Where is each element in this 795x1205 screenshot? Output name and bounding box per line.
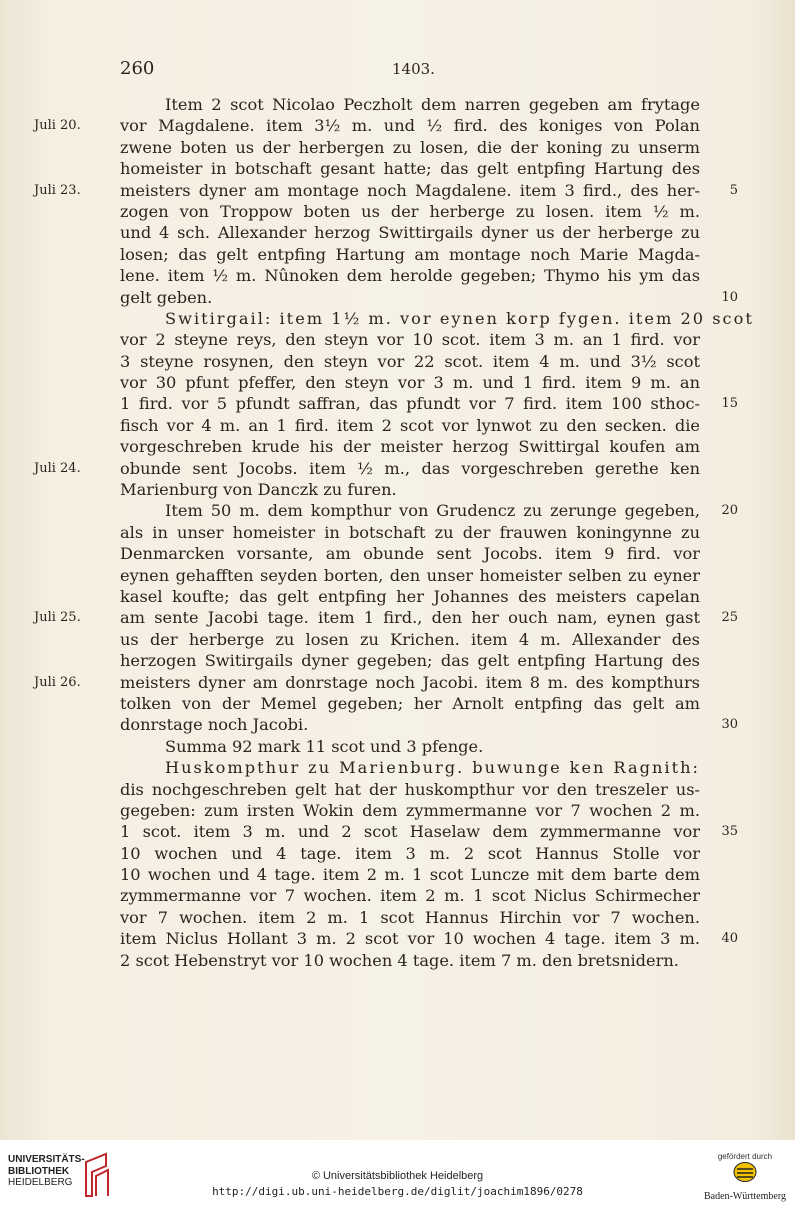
line-text: tolken von der Memel gegeben; her Arnolt entpfing das gelt am — [120, 693, 700, 713]
line-text: zymmermanne vor 7 wochen. item 2 m. 1 scot Niclus Schirmecher — [120, 886, 700, 906]
text-line — [0, 821, 795, 842]
text-line — [0, 607, 795, 628]
line-text: meisters dyner am montage noch Magdalene. item 3 fird., des her- — [120, 180, 700, 200]
line-text: donrstage noch Jacobi. — [120, 715, 309, 735]
line-text: Summa 92 mark 11 scot und 3 pfenge. — [165, 736, 484, 756]
line-number: 40 — [721, 931, 738, 947]
line-text: vor 7 wochen. item 2 m. 1 scot Hannus Hirchin vor 7 wochen. — [120, 907, 700, 927]
date-marginal: Juli 25. — [34, 610, 81, 626]
text-line — [0, 757, 795, 778]
line-text: vor 30 pfunt pfeffer, den steyn vor 3 m. und 1 fird. item 9 m. an — [120, 373, 700, 393]
text-line — [0, 928, 795, 949]
text-line — [0, 115, 795, 136]
copyright-text: © Universitätsbibliothek Heidelberg — [311, 1170, 484, 1182]
line-text: und 4 sch. Allexander herzog Swittirgails dyner us der herberge zu — [120, 223, 700, 243]
text-line — [0, 158, 795, 179]
line-number: 20 — [721, 503, 738, 519]
line-text: Item 50 m. dem kompthur von Grudencz zu zerunge gegeben, — [165, 501, 700, 521]
text-line — [0, 415, 795, 436]
line-text: 10 wochen und 4 tage. item 2 m. 1 scot Luncze mit dem barte dem — [120, 865, 700, 885]
text-line — [0, 372, 795, 393]
text-line — [0, 779, 795, 800]
line-text: item Niclus Hollant 3 m. 2 scot vor 10 wochen 4 tage. item 3 m. — [120, 929, 700, 949]
text-line — [0, 693, 795, 714]
line-text: am sente Jacobi tage. item 1 fird., den her ouch nam, eynen gast — [120, 608, 700, 628]
text-line — [0, 565, 795, 586]
line-number: 25 — [721, 610, 738, 626]
line-text: homeister in botschaft gesant hatte; das gelt entpfing Hartung des — [120, 159, 700, 179]
line-text: Marienburg von Danczk zu furen. — [120, 480, 397, 500]
line-text: zwene boten us der herbergen zu losen, die der koning zu unserm — [120, 137, 700, 157]
line-text: lene. item ½ m. Nûnoken dem herolde gegeben; Thymo his ym das — [120, 266, 700, 286]
text-line — [0, 864, 795, 885]
permalink[interactable]: http://digi.ub.uni-heidelberg.de/diglit/joachim1896/0278 — [212, 1185, 583, 1198]
text-line — [0, 672, 795, 693]
text-line — [0, 950, 795, 971]
text-line — [0, 244, 795, 265]
text-line — [0, 137, 795, 158]
text-line — [0, 736, 795, 757]
sponsor-note: gefördert durch — [717, 1152, 773, 1161]
text-line — [0, 586, 795, 607]
line-text: Huskompthur zu Marienburg. buwunge ken Ragnith: — [165, 758, 700, 778]
baden-wuerttemberg-crest-icon — [732, 1161, 758, 1183]
text-line — [0, 436, 795, 457]
footer-bar — [0, 1140, 795, 1205]
line-text: herzogen Switirgails dyner gegeben; das gelt entpfing Hartung des — [120, 651, 700, 671]
text-line — [0, 629, 795, 650]
sponsor-name: Baden-Württemberg — [703, 1191, 786, 1202]
line-text: gelt geben. — [120, 287, 213, 307]
text-line — [0, 885, 795, 906]
page-number: 260 — [120, 58, 155, 79]
line-text: us der herberge zu losen zu Krichen. item 4 m. Allexander des — [120, 629, 700, 649]
line-number: 10 — [721, 289, 738, 305]
date-marginal: Juli 26. — [34, 674, 81, 690]
line-number: 15 — [721, 396, 738, 412]
line-text: 3 steyne rosynen, den steyn vor 22 scot. item 4 m. und 3½ scot — [120, 351, 700, 371]
text-line — [0, 479, 795, 500]
date-marginal: Juli 20. — [34, 118, 81, 134]
text-line — [0, 287, 795, 308]
text-line — [0, 500, 795, 521]
text-line — [0, 94, 795, 115]
line-text: als in unser homeister in botschaft zu der frauwen koningynne zu — [120, 522, 700, 542]
text-line — [0, 329, 795, 350]
year-heading: 1403. — [392, 60, 435, 78]
line-text: eynen gehafften seyden borten, den unser homeister selben zu eyner — [120, 565, 700, 585]
text-line — [0, 265, 795, 286]
line-text: losen; das gelt entpfing Hartung am montage noch Marie Magda- — [120, 244, 700, 264]
text-line — [0, 907, 795, 928]
line-text: meisters dyner am donrstage noch Jacobi. item 8 m. des kompthurs — [120, 672, 700, 692]
text-line — [0, 522, 795, 543]
line-text: 1 scot. item 3 m. und 2 scot Haselaw dem zymmermanne vor — [120, 822, 700, 842]
text-line — [0, 800, 795, 821]
text-line — [0, 393, 795, 414]
text-line — [0, 543, 795, 564]
sponsor-block — [700, 1152, 790, 1202]
line-number: 30 — [721, 717, 738, 733]
line-text: vor 2 steyne reys, den steyn vor 10 scot. item 3 m. an 1 fird. vor — [120, 330, 700, 350]
line-text: Denmarcken vorsante, am obunde sent Jocobs. item 9 fird. vor — [120, 544, 700, 564]
line-text: kasel koufte; das gelt entpfing her Johannes des meisters capelan — [120, 586, 700, 606]
line-text: Item 2 scot Nicolao Peczholt dem narren gegeben am frytage — [165, 95, 700, 114]
line-text: Switirgail: item 1½ m. vor eynen korp fygen. item 20 scot — [165, 308, 754, 328]
text-line — [0, 308, 795, 329]
line-number: 35 — [721, 824, 738, 840]
line-text: obunde sent Jocobs. item ½ m., das vorgeschreben gerethe ken — [120, 458, 700, 478]
text-line — [0, 458, 795, 479]
line-text: 1 fird. vor 5 pfundt saffran, das pfundt vor 7 fird. item 100 sthoc- — [120, 394, 700, 414]
line-text: fisch vor 4 m. an 1 fird. item 2 scot vor lynwot zu den secken. die — [120, 415, 700, 435]
library-name[interactable]: UNIVERSITÄTS- BIBLIOTHEK HEIDELBERG — [8, 1154, 85, 1188]
date-marginal: Juli 24. — [34, 460, 81, 476]
line-text: vor Magdalene. item 3½ m. und ½ fird. des koniges von Polan — [120, 116, 700, 136]
text-line — [0, 222, 795, 243]
line-text: 2 scot Hebenstryt vor 10 wochen 4 tage. item 7 m. den bretsnidern. — [120, 950, 679, 970]
text-line — [0, 650, 795, 671]
line-text: gegeben: zum irsten Wokin dem zymmermanne vor 7 wochen 2 m. — [120, 800, 700, 820]
text-line — [0, 351, 795, 372]
line-text: vorgeschreben krude his der meister herzog Swittirgal koufen am — [120, 437, 700, 457]
line-number: 5 — [729, 182, 738, 198]
line-text: dis nochgeschreben gelt hat der huskompthur vor den treszeler us- — [120, 779, 700, 799]
running-header — [0, 58, 795, 82]
body-text — [0, 94, 795, 971]
line-text: zogen von Troppow boten us der herberge zu losen. item ½ m. — [120, 201, 700, 221]
line-text: 10 wochen und 4 tage. item 3 m. 2 scot Hannus Stolle vor — [120, 843, 700, 863]
text-line — [0, 201, 795, 222]
date-marginal: Juli 23. — [34, 182, 81, 198]
text-line — [0, 843, 795, 864]
text-line — [0, 714, 795, 735]
text-line — [0, 180, 795, 201]
